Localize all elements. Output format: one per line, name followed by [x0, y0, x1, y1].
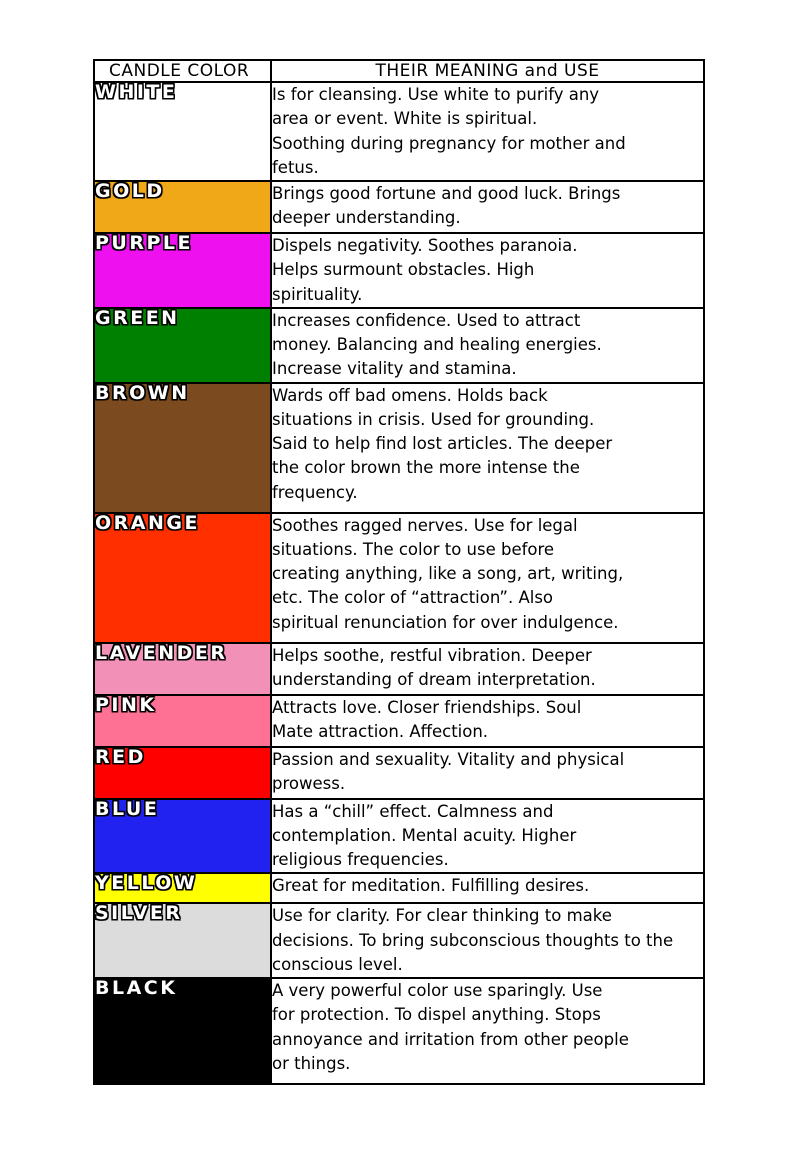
meaning-line: for protection. To dispel anything. Stops	[272, 1005, 601, 1025]
color-swatch-cell	[94, 643, 271, 695]
meaning-line: Has a “chill” effect. Calmness and	[272, 801, 554, 821]
color-swatch-cell	[94, 181, 271, 233]
meaning-line: Is for cleansing. Use white to purify any	[272, 85, 600, 104]
table-row	[94, 383, 704, 513]
table-header-row	[94, 60, 704, 82]
color-swatch-cell	[94, 383, 271, 513]
meaning-line: situations in crisis. Used for grounding.	[272, 409, 595, 429]
meaning-cell	[271, 643, 704, 695]
meaning-cell	[271, 181, 704, 233]
color-name-label: GOLD	[95, 180, 165, 202]
table-row	[94, 978, 704, 1084]
meaning-line: contemplation. Mental acuity. Higher	[272, 825, 577, 845]
color-name-label: BLUE	[95, 797, 160, 820]
meaning-line: Wards off bad omens. Holds back	[272, 385, 548, 405]
meaning-cell	[271, 873, 704, 903]
meaning-line: Mate attraction. Affection.	[272, 721, 489, 741]
color-name-label: PURPLE	[95, 232, 193, 254]
meaning-cell	[271, 695, 704, 747]
meaning-line: Said to help find lost articles. The deeper	[272, 434, 613, 453]
meaning-cell	[271, 903, 704, 978]
color-name-label: BLACK	[95, 977, 178, 999]
table-row	[94, 513, 704, 643]
meaning-line: Passion and sexuality. Vitality and physical	[272, 749, 625, 769]
color-name-label: WHITE	[95, 81, 178, 103]
meaning-line: decisions. To bring subconscious thoughts to the	[272, 930, 674, 950]
color-swatch-cell	[94, 903, 271, 978]
color-swatch-cell	[94, 513, 271, 643]
meaning-cell	[271, 747, 704, 799]
meaning-cell	[271, 233, 704, 308]
table-row	[94, 82, 704, 181]
table-row	[94, 181, 704, 233]
meaning-line: annoyance and irritation from other people	[272, 1029, 629, 1049]
meaning-cell	[271, 978, 704, 1084]
meaning-line: Helps surmount obstacles. High	[272, 260, 535, 280]
color-name-label: LAVENDER	[95, 641, 228, 664]
color-swatch-cell	[94, 873, 271, 903]
meaning-line: or things.	[272, 1053, 351, 1073]
meaning-line: etc. The color of “attraction”. Also	[272, 588, 554, 608]
color-swatch-cell	[94, 233, 271, 308]
color-name-label: BROWN	[95, 381, 190, 404]
meaning-line: religious frequencies.	[272, 850, 449, 869]
candle-color-chart	[93, 59, 703, 1085]
color-swatch-cell	[94, 82, 271, 181]
meaning-line: conscious level.	[272, 954, 403, 974]
table-row	[94, 903, 704, 978]
meaning-cell	[271, 383, 704, 513]
color-swatch-cell	[94, 695, 271, 747]
header-meaning-use: THEIR MEANING and USE	[271, 60, 704, 82]
meaning-cell	[271, 82, 704, 181]
meaning-line: Helps soothe, restful vibration. Deeper	[272, 645, 592, 665]
color-name-label: ORANGE	[95, 511, 200, 534]
meaning-line: Use for clarity. For clear thinking to make	[272, 906, 612, 926]
color-name-label: YELLOW	[95, 872, 198, 895]
meaning-line: Attracts love. Closer friendships. Soul	[272, 697, 582, 717]
table-row	[94, 643, 704, 695]
meaning-line: Soothes ragged nerves. Use for legal	[272, 515, 578, 535]
table-body	[94, 82, 704, 1084]
meaning-line: the color brown the more intense the	[272, 458, 580, 478]
header-candle-color: CANDLE COLOR	[94, 60, 271, 82]
table-row	[94, 308, 704, 383]
meaning-line: spiritual renunciation for over indulgence.	[272, 612, 619, 632]
color-name-label: SILVER	[95, 902, 183, 925]
meaning-line: Great for meditation. Fulfilling desires.	[272, 876, 590, 896]
meaning-line: Increases confidence. Used to attract	[272, 310, 581, 330]
table-row	[94, 747, 704, 799]
meaning-line: A very powerful color use sparingly. Use	[272, 981, 603, 1000]
meaning-line: money. Balancing and healing energies.	[272, 335, 602, 354]
meaning-line: spirituality.	[272, 284, 363, 304]
table-row	[94, 799, 704, 874]
meaning-cell	[271, 308, 704, 383]
meaning-line: Brings good fortune and good luck. Brings	[272, 184, 621, 203]
meaning-line: understanding of dream interpretation.	[272, 669, 596, 689]
color-name-label: GREEN	[95, 306, 180, 329]
color-swatch-cell	[94, 747, 271, 799]
meaning-cell	[271, 799, 704, 874]
table-row	[94, 873, 704, 903]
color-name-label: PINK	[95, 693, 157, 716]
color-name-label: RED	[95, 745, 146, 768]
color-swatch-cell	[94, 978, 271, 1084]
meaning-line: Soothing during pregnancy for mother and	[272, 133, 626, 153]
meaning-line: Dispels negativity. Soothes paranoia.	[272, 236, 578, 255]
color-swatch-cell	[94, 308, 271, 383]
table-row	[94, 233, 704, 308]
meaning-line: deeper understanding.	[272, 208, 461, 228]
table-row	[94, 695, 704, 747]
meaning-line: creating anything, like a song, art, writing,	[272, 564, 624, 583]
meaning-line: frequency.	[272, 482, 358, 502]
meaning-line: area or event. White is spiritual.	[272, 109, 538, 129]
meaning-line: prowess.	[272, 773, 346, 793]
meaning-line: situations. The color to use before	[272, 539, 555, 559]
meaning-cell	[271, 513, 704, 643]
meaning-line: Increase vitality and stamina.	[272, 359, 517, 379]
color-swatch-cell	[94, 799, 271, 874]
candle-color-table	[93, 59, 705, 1085]
meaning-line: fetus.	[272, 157, 319, 177]
